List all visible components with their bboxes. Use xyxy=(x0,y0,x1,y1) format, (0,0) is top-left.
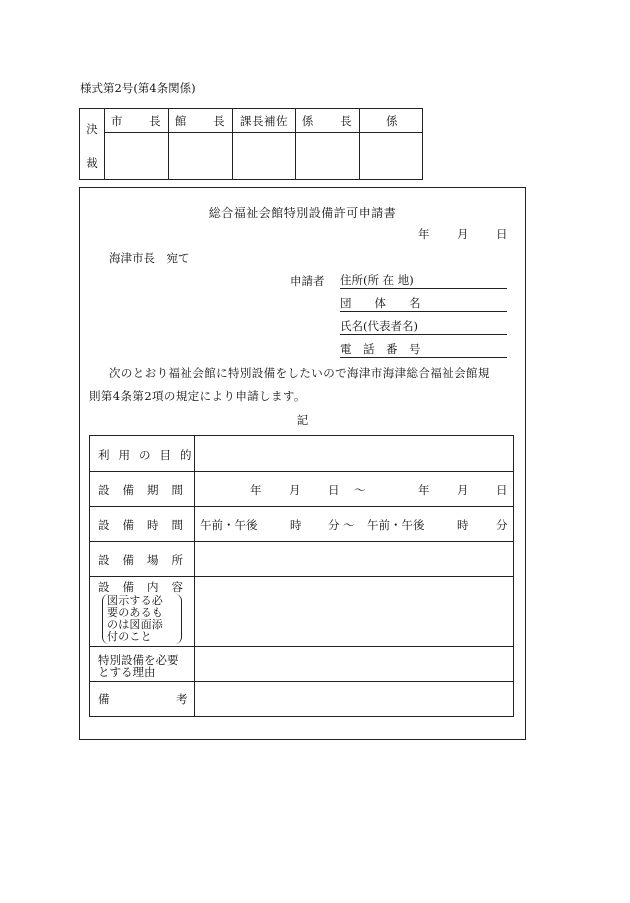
period-tilde: ～ xyxy=(354,483,366,497)
remarks-input[interactable] xyxy=(195,682,513,716)
applicant-phone-field[interactable]: 電 話 番 号 xyxy=(340,342,507,358)
period-end-year: 年 xyxy=(418,483,430,497)
period-end-month: 月 xyxy=(457,483,469,497)
approval-table xyxy=(79,108,423,180)
approval-col-director: 館 長 xyxy=(174,114,226,128)
row-label-reason-1: 特別設備を必要 xyxy=(98,653,179,667)
period-start-month: 月 xyxy=(289,483,301,497)
approval-col-deputy: 課長補佐 xyxy=(240,114,288,128)
detail-table xyxy=(89,435,514,717)
place-input[interactable] xyxy=(195,542,513,575)
time-end-ampm: 午前・午後 xyxy=(367,518,425,532)
approval-side-top: 決 xyxy=(86,122,98,136)
approval-side-bottom: 裁 xyxy=(86,156,98,170)
form-number-label: 様式第2号(第4条関係) xyxy=(80,81,196,95)
time-end-hour: 時 xyxy=(457,518,469,532)
applicant-group-field[interactable]: 団 体 名 xyxy=(340,296,507,312)
row-label-reason-2: とする理由 xyxy=(98,665,156,679)
time-start-ampm: 午前・午後 xyxy=(200,518,258,532)
period-end-day: 日 xyxy=(496,483,508,497)
ki-heading: 記 xyxy=(296,413,309,427)
row-label-remarks-2: 考 xyxy=(176,692,188,706)
date-month: 月 xyxy=(457,227,469,241)
approval-col-mayor: 市 長 xyxy=(110,114,162,128)
body-text-line2: 則第4条第2項の規定により申請します。 xyxy=(89,389,306,403)
row-label-period: 設備期間 xyxy=(98,483,196,497)
time-start-minute: 分 ～ xyxy=(328,518,355,532)
applicant-address-field[interactable]: 住所(所 在 地) xyxy=(340,273,507,289)
row-label-place: 設備場所 xyxy=(98,553,196,567)
applicant-label: 申請者 xyxy=(290,274,325,288)
addressee: 海津市長 宛て xyxy=(109,251,190,265)
row-label-purpose: 利用の目的 xyxy=(98,448,201,462)
row-label-time: 設備時間 xyxy=(98,518,196,532)
time-end-minute: 分 xyxy=(496,518,508,532)
page-title: 総合福祉会館特別設備許可申請書 xyxy=(208,206,397,220)
approval-col-chief: 係 長 xyxy=(301,114,353,128)
row-label-content: 設備内容 xyxy=(98,580,196,594)
row-label-remarks-1: 備 xyxy=(98,692,110,706)
approval-col-staff: 係 xyxy=(386,114,398,128)
content-input[interactable] xyxy=(195,577,513,645)
content-note: 図示する必 要のあるも のは図面添 付のこと xyxy=(102,594,182,644)
body-text-line1: 次のとおり福祉会館に特別設備をしたいので海津市海津総合福祉会館規 xyxy=(109,366,490,380)
period-start-year: 年 xyxy=(250,483,262,497)
reason-input[interactable] xyxy=(195,647,513,680)
period-start-day: 日 xyxy=(328,483,340,497)
date-year: 年 xyxy=(418,227,430,241)
applicant-name-field[interactable]: 氏名(代表者名) xyxy=(340,319,507,335)
time-start-hour: 時 xyxy=(290,518,302,532)
date-day: 日 xyxy=(496,227,508,241)
